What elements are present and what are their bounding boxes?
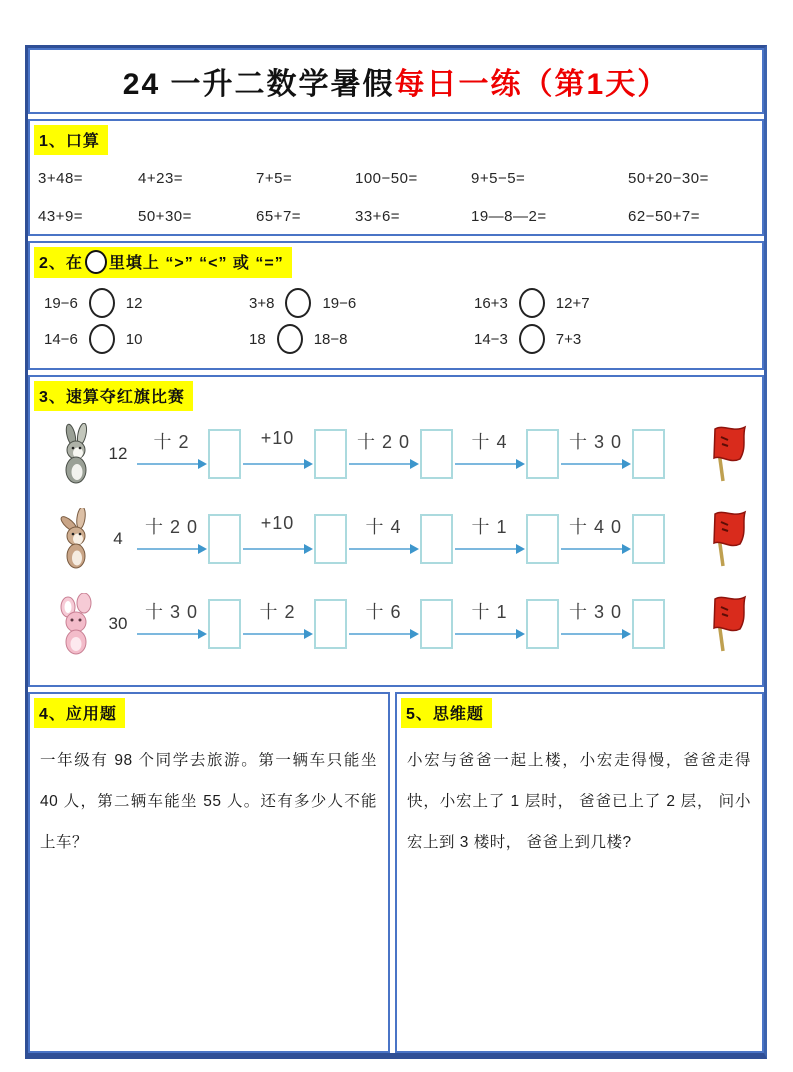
arrow-right-icon xyxy=(454,510,525,568)
race-step xyxy=(560,510,666,568)
arrow-right-icon xyxy=(242,595,313,653)
operation-label: +10 xyxy=(260,427,295,448)
comparison-item xyxy=(474,324,762,354)
math-problem: 19—8—2= xyxy=(471,208,547,225)
math-problem: 9+5−5= xyxy=(471,170,526,187)
right-expression: 12+7 xyxy=(555,294,590,312)
right-expression: 19−6 xyxy=(322,294,357,312)
comparison-item xyxy=(249,288,474,318)
arrow-right-icon xyxy=(136,510,207,568)
word-problem-text: 一年级有 98 个同学去旅游。第一辆车只能坐 40 人，第二辆车能坐 55 人。还有多少人不能上车？ xyxy=(40,752,377,851)
right-expression: 18−8 xyxy=(313,330,348,348)
answer-circle[interactable] xyxy=(285,288,311,318)
comparison-item xyxy=(474,288,762,318)
race-row xyxy=(30,496,762,581)
answer-box[interactable] xyxy=(526,429,559,479)
race-step xyxy=(136,595,242,653)
section-comparison xyxy=(28,241,764,370)
operation-label: 十 2 xyxy=(259,601,296,622)
worksheet-title xyxy=(28,48,764,114)
operation-label: 十 1 xyxy=(471,516,508,537)
math-problem: 65+7= xyxy=(256,208,302,225)
answer-box[interactable] xyxy=(314,599,347,649)
right-expression: 10 xyxy=(125,330,143,348)
operation-label: 十 3 0 xyxy=(568,601,623,622)
start-number: 12 xyxy=(108,443,128,463)
answer-box[interactable] xyxy=(420,429,453,479)
answer-box[interactable] xyxy=(420,599,453,649)
title-text-black: 24 一升二数学暑假 xyxy=(122,68,395,101)
pink-rabbit-icon xyxy=(54,592,100,656)
answer-box[interactable] xyxy=(526,514,559,564)
operation-label: 十 2 0 xyxy=(356,431,411,452)
race-step xyxy=(348,595,454,653)
answer-box[interactable] xyxy=(314,514,347,564)
math-problem: 50+20−30= xyxy=(628,170,709,187)
left-expression: 14−3 xyxy=(474,330,508,348)
arrow-right-icon xyxy=(560,595,631,653)
operation-label: 十 3 0 xyxy=(568,431,623,452)
section-oral-calculation xyxy=(28,119,764,236)
grey-rabbit-icon xyxy=(54,422,100,486)
answer-box[interactable] xyxy=(632,599,665,649)
race-step xyxy=(242,425,348,483)
title-text-red: 每日一练（第1天） xyxy=(394,68,670,101)
operation-label: 十 2 0 xyxy=(144,516,199,537)
operation-label: 十 6 xyxy=(365,601,402,622)
race-step xyxy=(454,595,560,653)
answer-box[interactable] xyxy=(208,514,241,564)
section5-heading: 5、思维题 xyxy=(401,698,492,728)
arrow-right-icon xyxy=(454,425,525,483)
comparison-item xyxy=(44,288,249,318)
race-step xyxy=(560,425,666,483)
race-step xyxy=(348,425,454,483)
bottom-row xyxy=(28,692,764,1053)
operation-label: 十 2 xyxy=(153,431,190,452)
math-problem: 50+30= xyxy=(138,208,192,225)
race-step xyxy=(136,510,242,568)
race-step xyxy=(242,510,348,568)
math-problem: 43+9= xyxy=(38,208,84,225)
comparison-item xyxy=(249,324,474,354)
left-expression: 16+3 xyxy=(474,294,508,312)
answer-circle[interactable] xyxy=(277,324,303,354)
section-flag-race xyxy=(28,375,764,687)
answer-box[interactable] xyxy=(420,514,453,564)
answer-box[interactable] xyxy=(632,429,665,479)
oral-calc-grid xyxy=(38,170,758,225)
answer-box[interactable] xyxy=(208,599,241,649)
answer-circle[interactable] xyxy=(519,324,545,354)
left-expression: 3+8 xyxy=(249,294,275,312)
arrow-right-icon xyxy=(560,510,631,568)
arrow-right-icon xyxy=(560,425,631,483)
section-word-problem xyxy=(28,692,390,1053)
comparison-item xyxy=(44,324,249,354)
answer-circle[interactable] xyxy=(89,324,115,354)
left-expression: 14−6 xyxy=(44,330,78,348)
start-number: 30 xyxy=(108,613,128,633)
race-step xyxy=(348,510,454,568)
race-step xyxy=(136,425,242,483)
race-step xyxy=(242,595,348,653)
worksheet-frame xyxy=(25,45,767,1059)
red-flag-icon xyxy=(706,423,752,485)
operation-label: 十 1 xyxy=(471,601,508,622)
arrow-right-icon xyxy=(454,595,525,653)
math-problem: 33+6= xyxy=(355,208,401,225)
math-problem: 4+23= xyxy=(138,170,184,187)
left-expression: 19−6 xyxy=(44,294,78,312)
comparison-grid xyxy=(44,288,762,354)
race-row xyxy=(30,581,762,666)
arrow-right-icon xyxy=(348,510,419,568)
section1-heading: 1、口算 xyxy=(34,125,108,155)
arrow-right-icon xyxy=(348,595,419,653)
section3-heading: 3、速算夺红旗比赛 xyxy=(34,381,193,411)
arrow-right-icon xyxy=(242,510,313,568)
math-problem: 7+5= xyxy=(256,170,293,187)
red-flag-icon xyxy=(706,508,752,570)
race-step xyxy=(454,510,560,568)
math-problem: 3+48= xyxy=(38,170,84,187)
operation-label: 十 4 xyxy=(365,516,402,537)
start-number: 4 xyxy=(113,528,123,548)
answer-box[interactable] xyxy=(526,599,559,649)
arrow-right-icon xyxy=(348,425,419,483)
arrow-right-icon xyxy=(136,595,207,653)
arrow-right-icon xyxy=(242,425,313,483)
operation-label: 十 4 xyxy=(471,431,508,452)
math-problem: 62−50+7= xyxy=(628,208,700,225)
operation-label: 十 4 0 xyxy=(568,516,623,537)
answer-circle[interactable] xyxy=(89,288,115,318)
red-flag-icon xyxy=(706,593,752,655)
answer-box[interactable] xyxy=(632,514,665,564)
left-expression: 18 xyxy=(249,330,266,348)
right-expression: 7+3 xyxy=(555,330,582,348)
answer-box[interactable] xyxy=(314,429,347,479)
thinking-problem-text: 小宏与爸爸一起上楼，小宏走得慢，爸爸走得快，小宏上了 1 层时， 爸爸已上了 2 层， 问小宏上到 3 楼时， 爸爸上到几楼? xyxy=(407,752,751,851)
section2-heading-suffix: 里填上 “>” “<” 或 “=” xyxy=(108,255,284,272)
section2-heading-prefix: 2、在 xyxy=(39,255,83,272)
section2-heading xyxy=(34,247,292,278)
answer-box[interactable] xyxy=(208,429,241,479)
race-step xyxy=(454,425,560,483)
answer-circle[interactable] xyxy=(519,288,545,318)
operation-label: 十 3 0 xyxy=(144,601,199,622)
tan-rabbit-icon xyxy=(54,507,100,571)
race-step xyxy=(560,595,666,653)
race-row xyxy=(30,411,762,496)
right-expression: 12 xyxy=(125,294,143,312)
operation-label: +10 xyxy=(260,512,295,533)
arrow-right-icon xyxy=(136,425,207,483)
section-thinking-problem xyxy=(395,692,764,1053)
math-problem: 100−50= xyxy=(355,170,418,187)
blank-circle-icon xyxy=(85,250,107,274)
section4-heading: 4、应用题 xyxy=(34,698,125,728)
